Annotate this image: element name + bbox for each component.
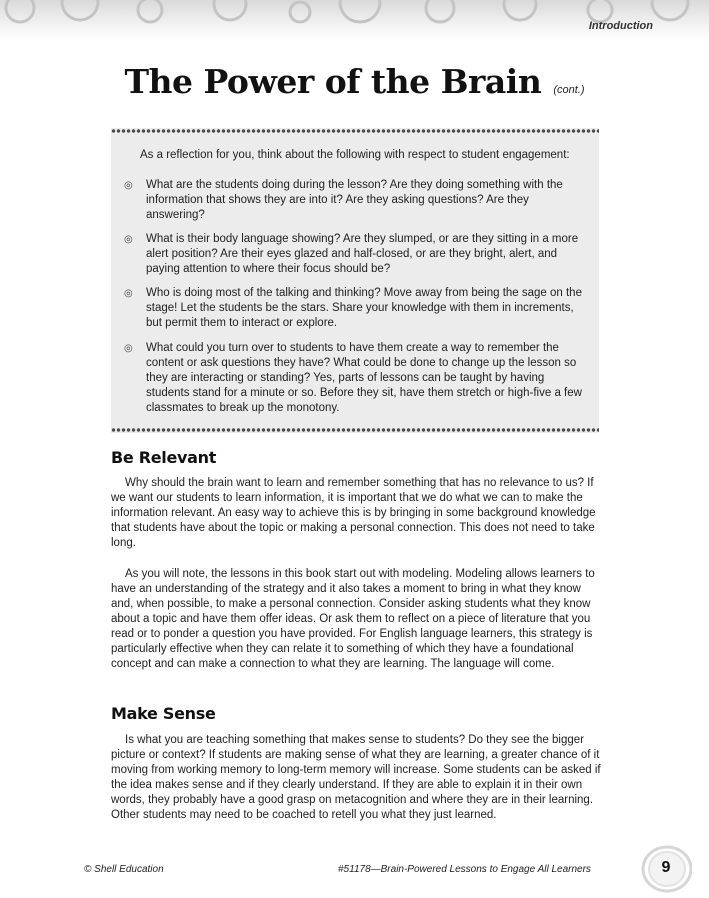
bullet-text: What could you turn over to students to have them create a way to remember the content or ask questions they have? What could be done to change up the lesson so they are interacting or standing? Yes, parts of lessons can be taught by having students stand for a minute or so. Before they sit, have them stretch or high-five a few classmates to break up the monotony. [146,342,582,414]
title-cont: (cont.) [553,84,585,96]
paragraph: Why should the brain want to learn and remember something that has no relevance to us? If we want our students to learn information, it is important that we do what we can to make the information relevant. An easy way to achieve this is by bringing in some background knowledge that students have about the topic or making a personal connection. This does not need to take long. [111,477,596,549]
spiral-bullet-icon: ◎ [124,288,133,299]
spiral-bullet-icon: ◎ [124,343,133,354]
footer-book-title: #51178—Brain-Powered Lessons to Engage All Learners [338,864,591,875]
section-label: Introduction [588,20,653,32]
spiral-bullet-icon: ◎ [124,234,133,245]
footer-publisher: © Shell Education [84,864,164,875]
section-heading-make-sense: Make Sense [111,704,216,723]
spiral-bullet-icon: ◎ [124,180,133,191]
dotted-rule-top [111,128,599,134]
paragraph: As you will note, the lessons in this book start out with modeling. Modeling allows learners to have an understanding of the strategy and it also takes a moment to bring in what they know and, when possible, to make a personal connection. Consider asking students what they know about a topic and have them offer ideas. Or ask them to reflect on a piece of literature that you read or to ponder a question you have provided. For English language learners, this strategy is particularly effective when they can relate it to something of which they have a foundational concept and can make a connection to what they are learning. The language will come. [111,568,595,670]
title-text: The Power of the Brain [124,62,542,101]
page-number: 9 [661,859,671,876]
section-heading-be-relevant: Be Relevant [111,448,217,467]
paragraph: Is what you are teaching something that makes sense to students? Do they see the bigger picture or context? If students are making sense of what they are learning, a greater chance of it moving from working memory to long-term memory will increase. Some students can be asked if the idea makes sense and if they clearly understand. If they are able to explain it in their own words, they probably have a good grasp on metacognition and where they are in their learning. Other students may need to be coached to retell you what they just learned. [111,734,601,821]
page-title [0,62,709,101]
bullet-text: What are the students doing during the lesson? Are they doing something with the information that shows they are into it? Are they asking questions? Are they answering? [146,179,563,221]
bullet-text: Who is doing most of the talking and thinking? Move away from being the sage on the stage! Let the students be the stars. Share your knowledge with them in increments, but permit them to interact or explore. [146,287,582,329]
reflection-intro: As a reflection for you, think about the following with respect to student engagement: [140,149,570,161]
dotted-rule-bottom [111,427,599,433]
bullet-text: What is their body language showing? Are they slumped, or are they sitting in a more alert position? Are their eyes glazed and half-closed, or are they bright, alert, and paying attention to where their focus should be? [146,233,579,275]
